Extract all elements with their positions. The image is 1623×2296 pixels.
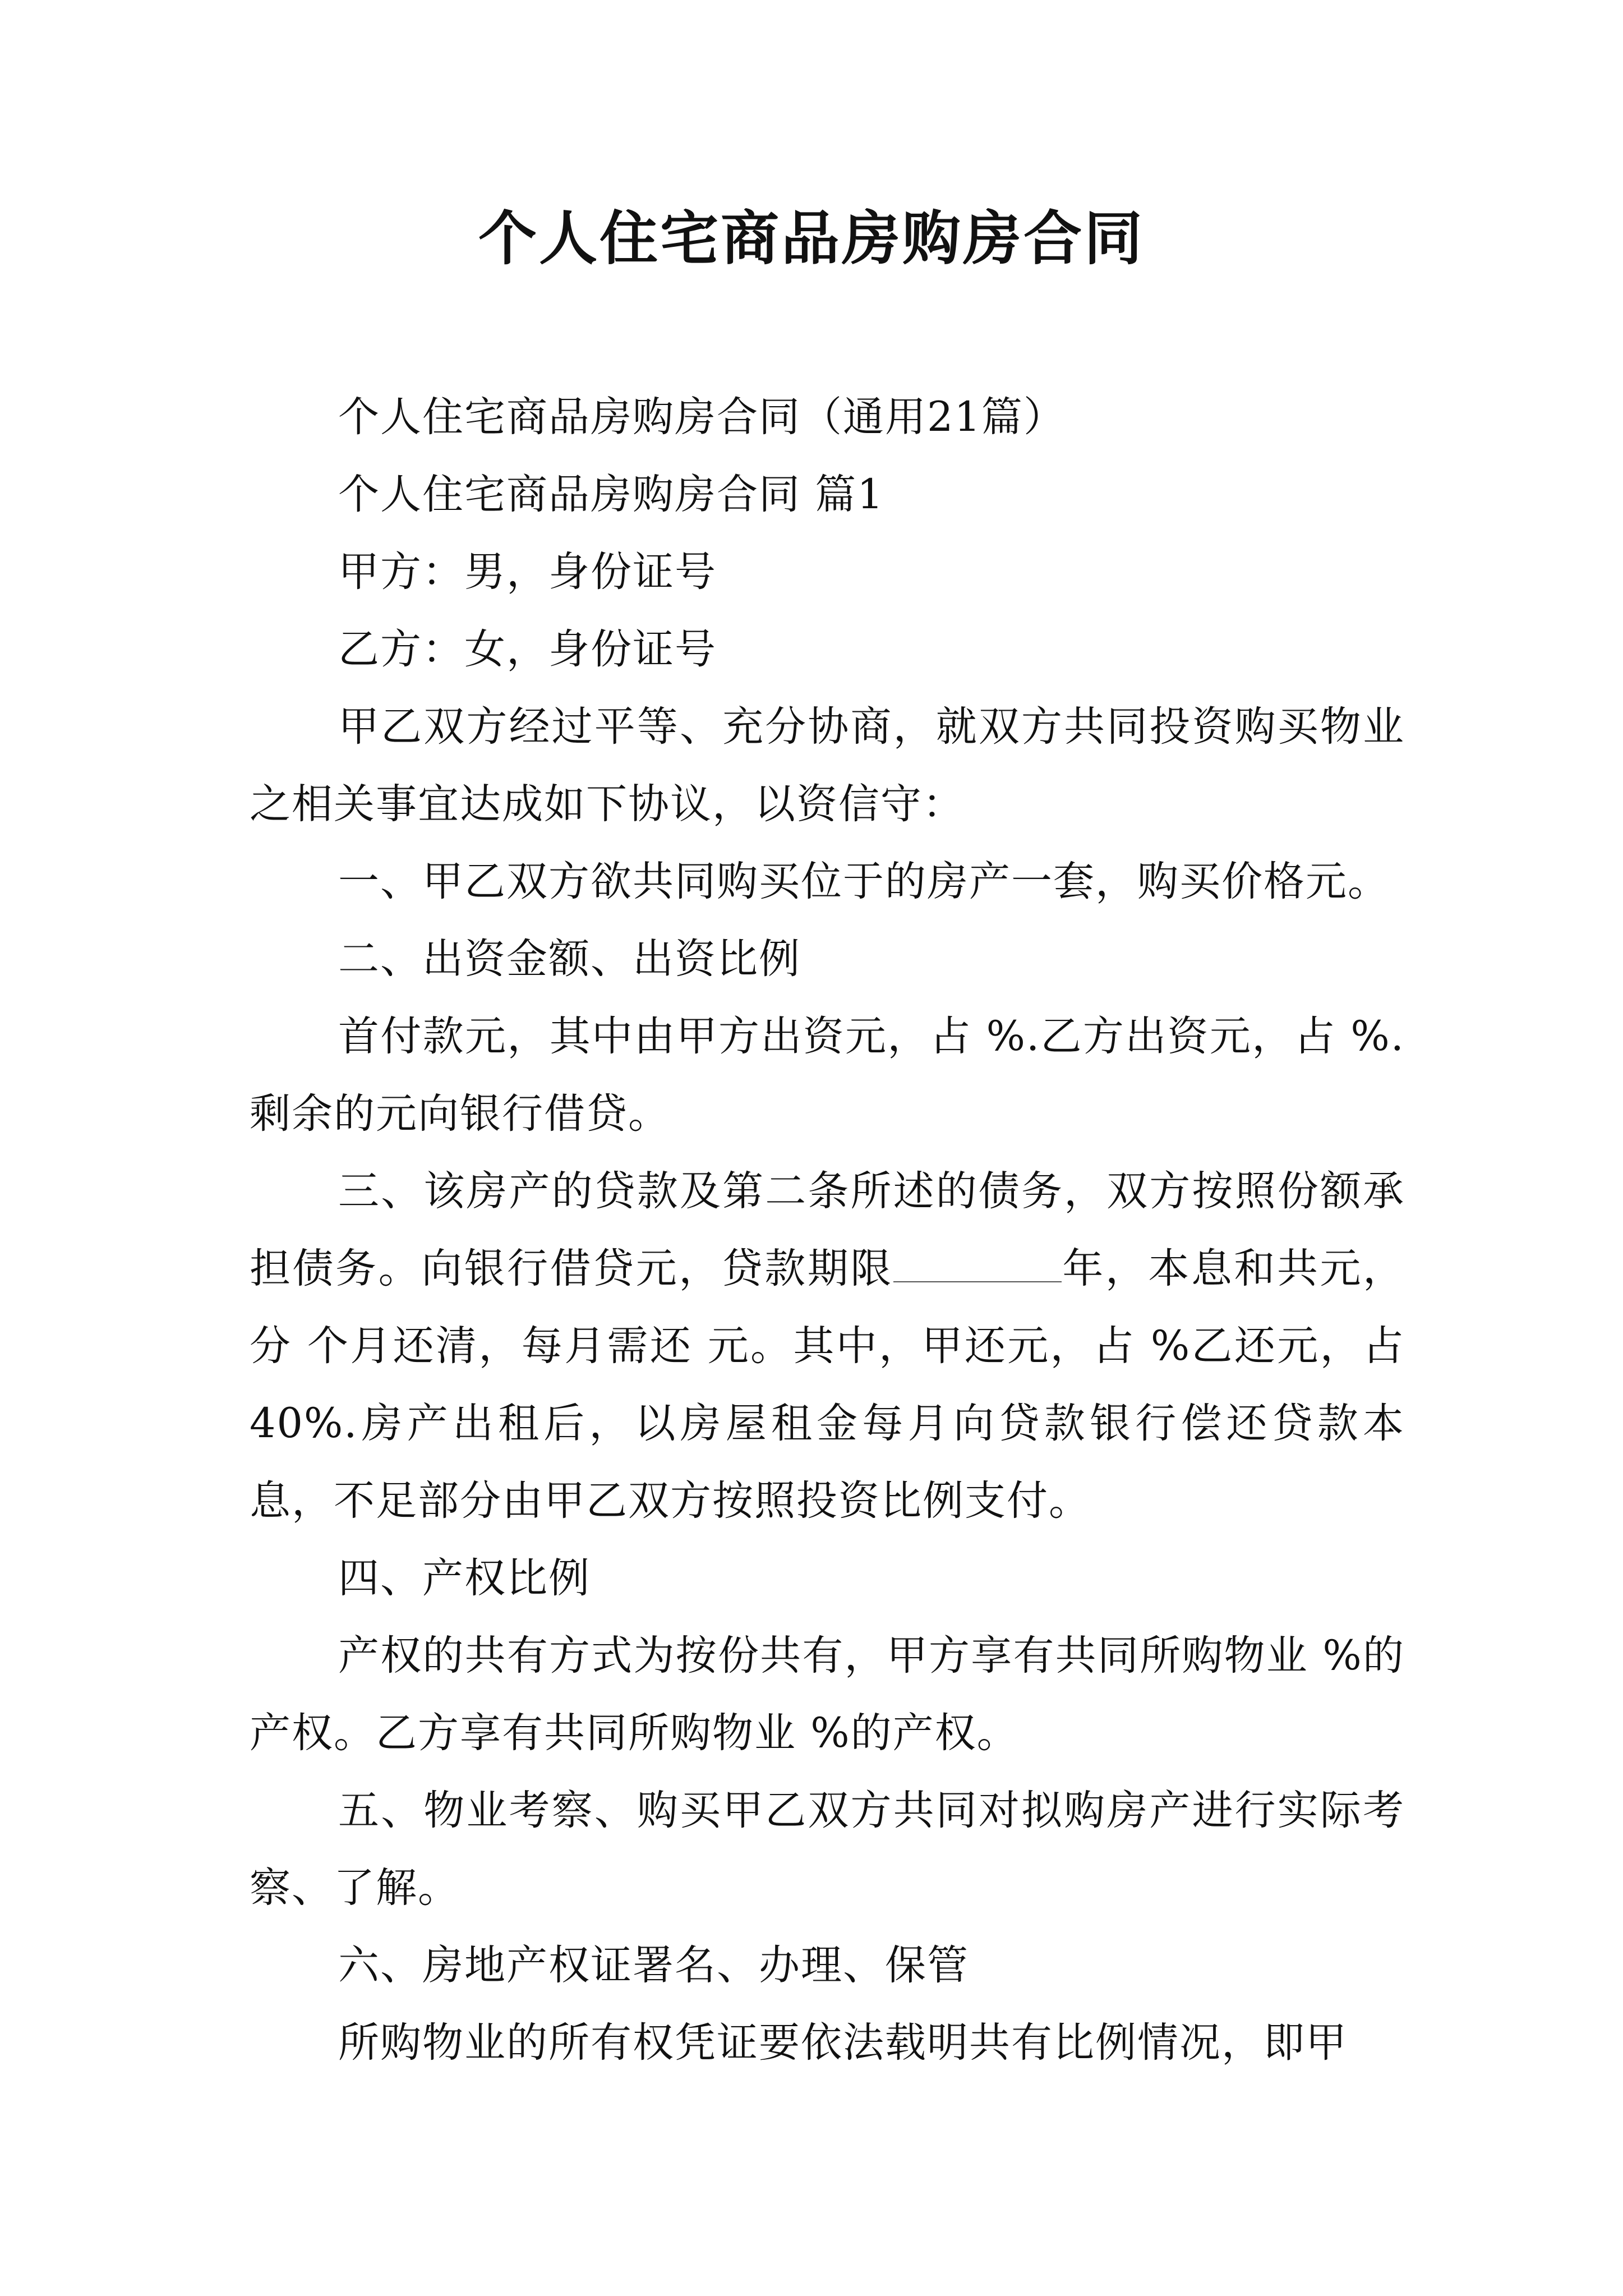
loan-term-blank-field [893, 1242, 1062, 1282]
paragraph-intro: 甲乙双方经过平等、充分协商，就双方共同投资购买物业之相关事宜达成如下协议，以资信守： [250, 703, 1405, 828]
document-body [250, 379, 1405, 2082]
paragraph-party-a: 甲方：男，身份证号 [338, 548, 717, 596]
paragraph-clause-5: 五、物业考察、购买甲乙双方共同对拟购房产进行实际考察、了解。 [250, 1787, 1405, 1912]
paragraph-clause-1: 一、甲乙双方欲共同购买位于的房产一套，购买价格元。 [338, 858, 1390, 905]
paragraph-heading-collection: 个人住宅商品房购房合同（通用21篇） [338, 393, 1066, 441]
paragraph-clause-2-body: 首付款元，其中由甲方出资元，占 %.乙方出资元，占 %.剩余的元向银行借贷。 [250, 1013, 1405, 1138]
paragraph-clause-3 [250, 1153, 1405, 1540]
paragraph-heading-part-1: 个人住宅商品房购房合同 篇1 [338, 471, 884, 518]
clause-3-text-after: 年，本息和共元，分 个月还清，每月需还 元。其中，甲还元，占 %乙还元，占40%.房产出租后，以房屋租金每月向贷款银行偿还贷款本息，不足部分由甲乙双方按照投资比例支付。 [250, 1245, 1405, 1525]
document-title: 个人住宅商品房购房合同 [478, 204, 1145, 273]
paragraph-clause-6-heading: 六、房地产权证署名、办理、保管 [338, 1941, 969, 1989]
clause-3-text-before: 三、该房产的贷款及第二条所述的债务，双方按照份额承担债务。向银行借贷元，贷款期限 [250, 1167, 1405, 1292]
paragraph-clause-6-body: 所购物业的所有权凭证要依法载明共有比例情况，即甲 [338, 2019, 1348, 2067]
paragraph-clause-4-heading: 四、产权比例 [338, 1554, 591, 1602]
paragraph-party-b: 乙方：女，身份证号 [338, 625, 717, 673]
paragraph-clause-4-body: 产权的共有方式为按份共有，甲方享有共同所购物业 %的产权。乙方享有共同所购物业 %的产权。 [250, 1632, 1405, 1757]
paragraph-clause-2-heading: 二、出资金额、出资比例 [338, 935, 801, 983]
